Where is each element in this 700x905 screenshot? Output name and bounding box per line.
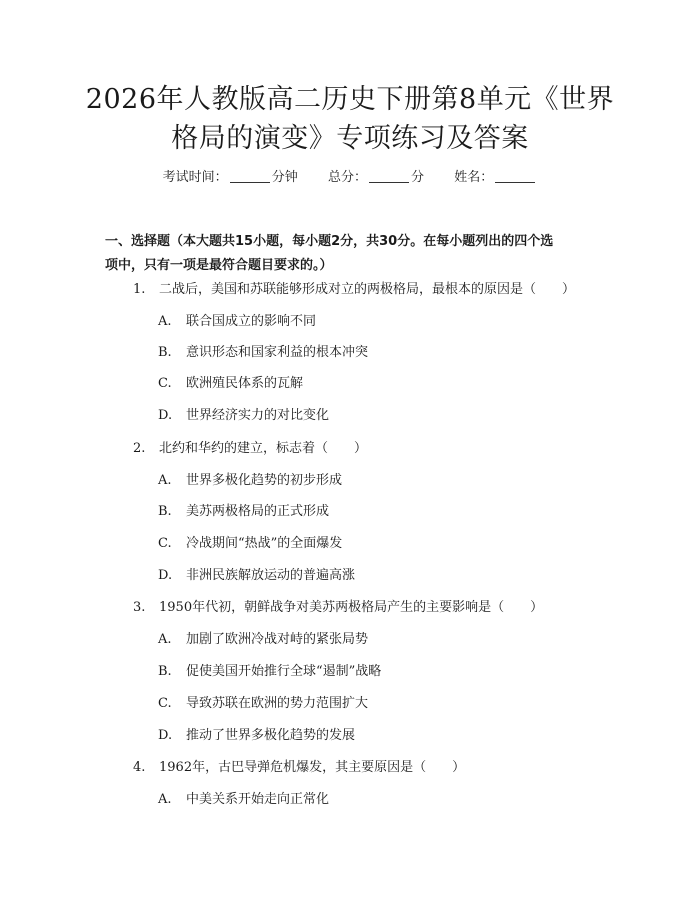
question-number: 2.: [133, 441, 146, 456]
question-number: 1.: [133, 282, 146, 297]
option-3d[interactable]: [158, 726, 598, 746]
name-label: 姓名：: [454, 170, 494, 185]
option-letter: D.: [158, 568, 173, 583]
option-2c[interactable]: [158, 534, 598, 554]
question-number: 4.: [133, 760, 146, 775]
option-letter: B.: [158, 504, 172, 519]
score-label: 总分：: [327, 170, 367, 185]
time-blank[interactable]: [230, 170, 270, 183]
score-unit: 分: [411, 170, 425, 185]
time-label: 考试时间：: [162, 170, 228, 185]
exam-info-line: [0, 168, 700, 188]
option-letter: A.: [158, 792, 172, 807]
option-letter: B.: [158, 345, 172, 360]
score-blank[interactable]: [369, 170, 409, 183]
option-text: 冷战期间“热战”的全面爆发: [186, 536, 343, 551]
option-2b[interactable]: [158, 502, 598, 522]
option-1d[interactable]: [158, 406, 598, 426]
option-text: 导致苏联在欧洲的势力范围扩大: [186, 696, 369, 711]
option-text: 推动了世界多极化趋势的发展: [186, 728, 356, 743]
option-4a[interactable]: [158, 790, 598, 810]
option-letter: C.: [158, 696, 172, 711]
time-unit: 分钟: [271, 170, 298, 185]
option-letter: A.: [158, 314, 172, 329]
question-text: 北约和华约的建立，标志着（ ）: [159, 441, 368, 456]
option-1a[interactable]: [158, 312, 598, 332]
title-line-1: 2026年人教版高二历史下册第8单元《世界: [85, 84, 615, 115]
option-text: 加剧了欧洲冷战对峙的紧张局势: [186, 632, 369, 647]
question-text: 二战后，美国和苏联能够形成对立的两极格局，最根本的原因是（ ）: [159, 282, 576, 297]
option-3b[interactable]: [158, 662, 598, 682]
option-letter: A.: [158, 473, 172, 488]
option-text: 意识形态和国家利益的根本冲突: [186, 345, 369, 360]
option-3a[interactable]: [158, 630, 598, 650]
option-text: 非洲民族解放运动的普遍高涨: [186, 568, 356, 583]
option-text: 中美关系开始走向正常化: [186, 792, 330, 807]
option-letter: A.: [158, 632, 172, 647]
option-text: 世界经济实力的对比变化: [186, 408, 330, 423]
option-3c[interactable]: [158, 694, 598, 714]
option-2d[interactable]: [158, 566, 598, 586]
option-1b[interactable]: [158, 343, 598, 363]
option-text: 欧洲殖民体系的瓦解: [186, 376, 304, 391]
option-text: 美苏两极格局的正式形成: [186, 504, 330, 519]
question-1: [133, 280, 603, 300]
option-letter: C.: [158, 536, 172, 551]
question-number: 3.: [133, 600, 146, 615]
question-4: [133, 758, 603, 778]
title-line-2: 格局的演变》专项练习及答案: [171, 123, 529, 154]
option-text: 世界多极化趋势的初步形成: [186, 473, 343, 488]
document-title: [60, 80, 640, 158]
section-heading: [105, 230, 595, 278]
option-text: 联合国成立的影响不同: [186, 314, 317, 329]
option-1c[interactable]: [158, 374, 598, 394]
name-blank[interactable]: [495, 170, 535, 183]
option-letter: B.: [158, 664, 172, 679]
option-2a[interactable]: [158, 471, 598, 491]
option-letter: C.: [158, 376, 172, 391]
question-text: 1962年，古巴导弹危机爆发，其主要原因是（ ）: [159, 760, 466, 775]
option-letter: D.: [158, 408, 173, 423]
section-heading-line-2: 项中，只有一项是最符合题目要求的。）: [105, 258, 333, 273]
option-text: 促使美国开始推行全球“遏制”战略: [186, 664, 382, 679]
section-heading-line-1: 一、选择题（本大题共15小题，每小题2分，共30分。在每小题列出的四个选: [105, 234, 554, 249]
question-3: [133, 598, 603, 618]
option-letter: D.: [158, 728, 173, 743]
question-2: [133, 439, 603, 459]
question-text: 1950年代初，朝鲜战争对美苏两极格局产生的主要影响是（ ）: [159, 600, 544, 615]
